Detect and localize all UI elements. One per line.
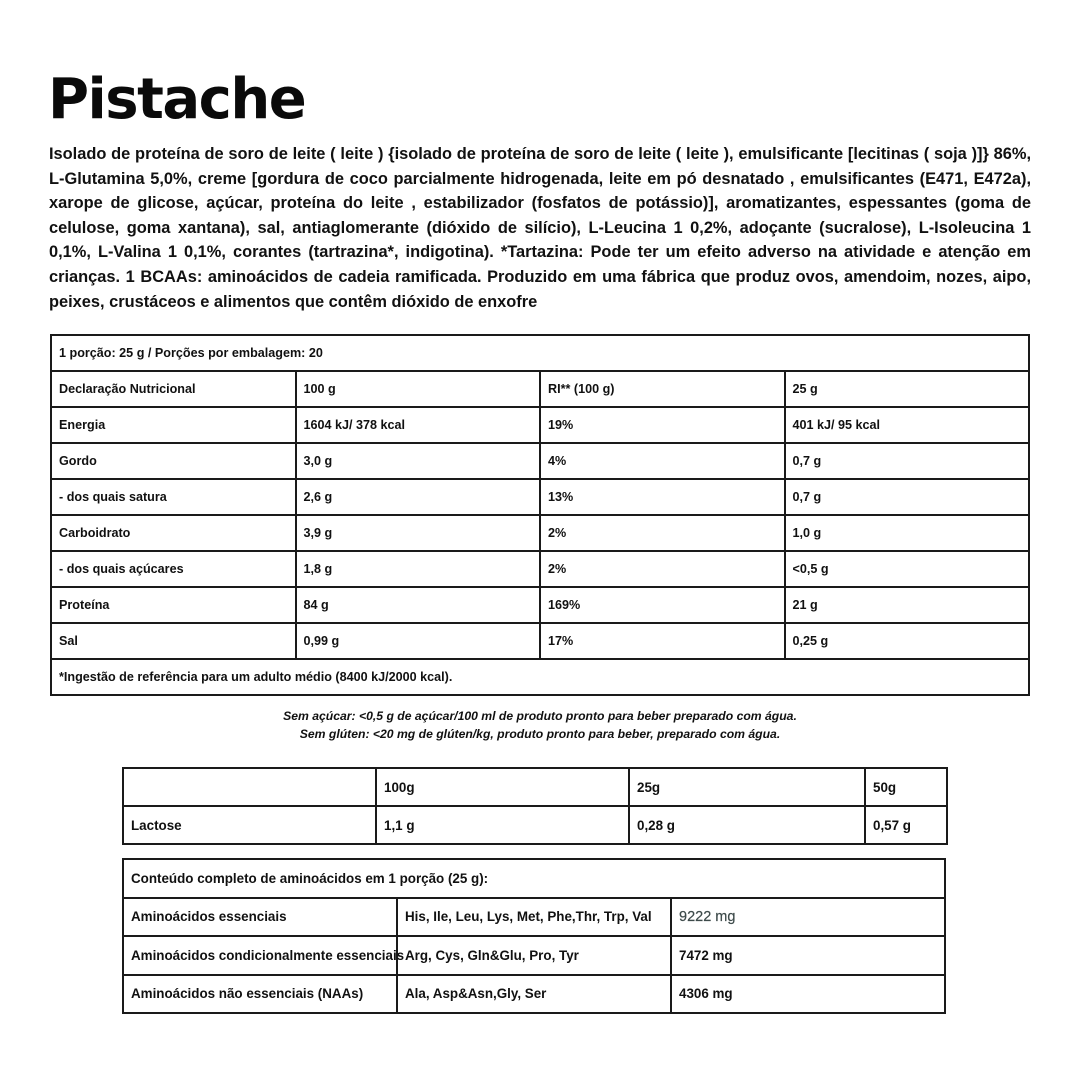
header-cell: 25g — [629, 768, 865, 806]
product-title: Pistache — [48, 67, 306, 132]
table-row — [51, 443, 1029, 479]
footnote-row — [51, 659, 1029, 695]
table-row — [51, 407, 1029, 443]
serving-info-row — [51, 335, 1029, 371]
value-25g: 1,0 g — [785, 515, 1030, 551]
lactose-label: Lactose — [123, 806, 376, 844]
value-25g: 21 g — [785, 587, 1030, 623]
value-100g: 2,6 g — [296, 479, 541, 515]
value-100g: 0,99 g — [296, 623, 541, 659]
value-ri: 169% — [540, 587, 785, 623]
amino-amount: 9222 mg — [671, 898, 945, 937]
value-100g: 3,0 g — [296, 443, 541, 479]
value-100g: 1604 kJ/ 378 kcal — [296, 407, 541, 443]
table-row — [123, 806, 947, 844]
header-cell — [123, 768, 376, 806]
nutrient-name: Sal — [51, 623, 296, 659]
table-row — [123, 898, 945, 937]
table-row — [123, 975, 945, 1014]
value-ri: 19% — [540, 407, 785, 443]
serving-info: 1 porção: 25 g / Porções por embalagem: 20 — [51, 335, 1029, 371]
header-cell: 100g — [376, 768, 629, 806]
header-cell: 25 g — [785, 371, 1030, 407]
header-cell: 100 g — [296, 371, 541, 407]
nutrient-name: Proteína — [51, 587, 296, 623]
lactose-table — [122, 767, 948, 845]
amino-title: Conteúdo completo de aminoácidos em 1 porção (25 g): — [123, 859, 945, 898]
table-row — [51, 515, 1029, 551]
amino-category: Aminoácidos não essenciais (NAAs) — [123, 975, 397, 1014]
amino-amount: 4306 mg — [671, 975, 945, 1014]
header-cell: 50g — [865, 768, 947, 806]
value-25g: 0,7 g — [785, 479, 1030, 515]
value-ri: 4% — [540, 443, 785, 479]
table-row — [51, 623, 1029, 659]
ingredients-list: Isolado de proteína de soro de leite ( leite ) {isolado de proteína de soro de leite ( leite ), emulsificante [lecitinas ( soja )]} 86%, L-Glutamina 5,0%, creme [gordura de coco parcialmente hidrogenada, leite em pó desnatado , emulsificantes (E471, E472a), xarope de glicose, açúcar, proteína do leite , estabilizador (fosfatos de potássio)], aromatizantes, espessantes (goma de celulose, goma xantana), sal, antiaglomerante (dióxido de silício), L-Leucina 1 0,2%, adoçante (sucralose), L-Isoleucina 1 0,1%, L-Valina 1 0,1%, corantes (tartrazina*, indigotina). *Tartazina: Pode ter um efeito adverso na atividade e atenção em crianças. 1 BCAAs: aminoácidos de cadeia ramificada. Produzido em uma fábrica que produz ovos, amendoim, nozes, aipo, peixes, crustáceos e alimentos que contêm dióxido de enxofre — [49, 145, 1031, 311]
nutrient-name: - dos quais satura — [51, 479, 296, 515]
amino-amount: 7472 mg — [671, 936, 945, 975]
nutrient-name: Carboidrato — [51, 515, 296, 551]
nutrient-name: Energia — [51, 407, 296, 443]
amino-category: Aminoácidos essenciais — [123, 898, 397, 937]
table-row — [123, 936, 945, 975]
nutrient-name: Gordo — [51, 443, 296, 479]
value-ri: 17% — [540, 623, 785, 659]
value-25g: <0,5 g — [785, 551, 1030, 587]
lactose-25g: 0,28 g — [629, 806, 865, 844]
value-100g: 3,9 g — [296, 515, 541, 551]
value-ri: 13% — [540, 479, 785, 515]
table-row — [51, 479, 1029, 515]
sugar-free-note: Sem açúcar: <0,5 g de açúcar/100 ml de produto pronto para beber preparado com água. — [283, 709, 797, 723]
amino-category: Aminoácidos condicionalmente essenciais — [123, 936, 397, 975]
amino-acid-table — [122, 858, 946, 1014]
value-ri: 2% — [540, 551, 785, 587]
amino-list: Arg, Cys, Gln&Glu, Pro, Tyr — [397, 936, 671, 975]
nutrition-table — [50, 334, 1030, 696]
table-row — [51, 551, 1029, 587]
amino-title-row — [123, 859, 945, 898]
value-25g: 401 kJ/ 95 kcal — [785, 407, 1030, 443]
header-cell: Declaração Nutricional — [51, 371, 296, 407]
lactose-50g: 0,57 g — [865, 806, 947, 844]
lactose-header-row — [123, 768, 947, 806]
value-25g: 0,25 g — [785, 623, 1030, 659]
claims-notes — [0, 707, 1080, 743]
table-row — [51, 587, 1029, 623]
value-100g: 84 g — [296, 587, 541, 623]
value-25g: 0,7 g — [785, 443, 1030, 479]
value-100g: 1,8 g — [296, 551, 541, 587]
gluten-free-note: Sem glúten: <20 mg de glúten/kg, produto pronto para beber, preparado com água. — [299, 727, 781, 741]
amino-list: His, Ile, Leu, Lys, Met, Phe,Thr, Trp, Val — [397, 898, 671, 937]
header-cell: RI** (100 g) — [540, 371, 785, 407]
value-ri: 2% — [540, 515, 785, 551]
amino-list: Ala, Asp&Asn,Gly, Ser — [397, 975, 671, 1014]
lactose-100g: 1,1 g — [376, 806, 629, 844]
nutrient-name: - dos quais açúcares — [51, 551, 296, 587]
nutrition-header-row — [51, 371, 1029, 407]
reference-intake-footnote: *Ingestão de referência para um adulto médio (8400 kJ/2000 kcal). — [51, 659, 1029, 695]
